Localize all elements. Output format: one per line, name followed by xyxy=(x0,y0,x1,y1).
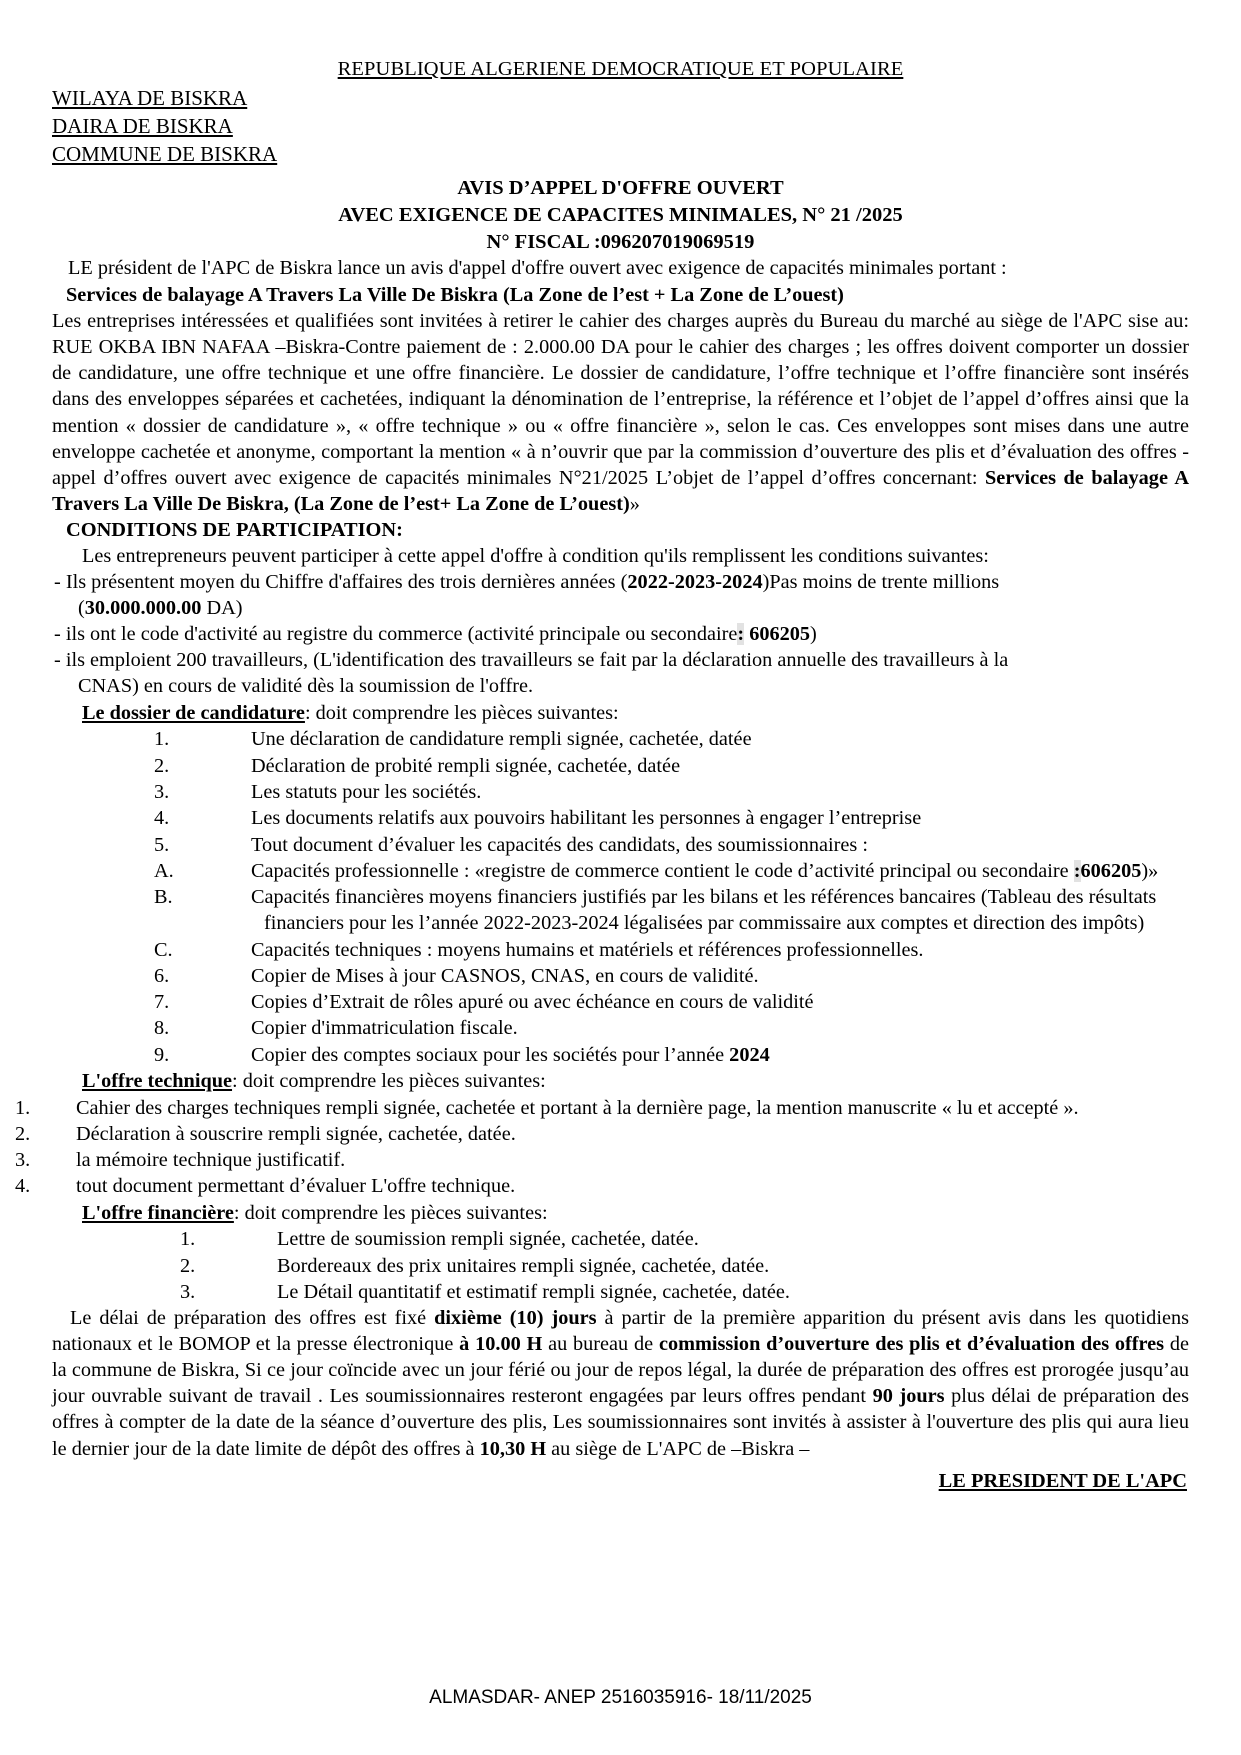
condition-item-turnover: - Ils présentent moyen du Chiffre d'affaires des trois dernières années (2022-2023-2024)Pas moins de trente millions xyxy=(54,570,1000,593)
candidature-after-label: : doit comprendre les pièces suivantes: xyxy=(304,701,619,724)
conditions-lead: Les entrepreneurs peuvent participer à cette appel d'offre à condition qu'ils remplissent les conditions suivantes: xyxy=(82,545,989,568)
intro-paragraph-object: Services de balayage A Travers La Ville De Biskra, (La Zone de l’est+ La Zone de L’ouest) xyxy=(52,466,1189,515)
technique-label: L'offre technique xyxy=(82,1070,233,1093)
condition-item-activity-code: - ils ont le code d'activité au registre du commerce (activité principale ou secondaire: 606205) xyxy=(54,622,817,645)
list-item: 1. Cahier des charges techniques rempli signée, cachetée et portant à la dernière page, la mention manuscrite « lu et accepté ». xyxy=(15,1096,1079,1119)
list-item: 4. Les documents relatifs aux pouvoirs habilitant les personnes à engager l’entreprise xyxy=(154,807,922,830)
administrative-header xyxy=(52,85,1189,169)
activity-code-colon-highlight: : xyxy=(737,622,745,645)
closing-paragraph: Le délai de préparation des offres est fixé dixième (10) jours à partir de la première apparition du présent avis dans les quotidiens nationaux et le BOMOP et la presse électronique à 10.00 H au bureau de commission d’ouverture des plis et d’évaluation des offres de la commune de Biskra, Si ce jour coïncide avec un jour férié ou jour de repos légal, la durée de préparation des offres est prorogée jusqu’au jour ouvrable suivant de travail . Les soumissionnaires resteront engagées par leurs offres pendant 90 jours plus délai de préparation des offres à compter de la date de la séance d’ouverture des plis, Les soumissionnaires sont invités à assister à l'ouverture des plis qui aura lieu le dernier jour de la date limite de dépôt des offres à 10,30 H au siège de L'APC de –Biskra – xyxy=(52,1307,1189,1460)
opening-time: à 10.00 H xyxy=(459,1333,543,1356)
commission-name: commission d’ouverture des plis et d’évaluation des offres xyxy=(658,1333,1165,1356)
intro-paragraph-text: Les entreprises intéressées et qualifiées sont invitées à retirer le cahier des charges auprès du Bureau du marché au siège de l'APC sise au: RUE OKBA IBN NAFAA –Biskra-Contre paiement de : 2.000.00 DA pour le cahier des charges ; les offres doivent comporter un dossier de candidature, une offre technique et une offre financière. Le dossier de candidature, l’offre technique et l’offre financière sont insérés dans des enveloppes séparées et cachetées, indiquant la dénomination de l’entreprise, la référence et l’objet de l’appel d’offres ainsi que la mention « dossier de candidature », « offre technique » ou « offre financière », selon le cas. Ces enveloppes sont mises dans une autre enveloppe cachetée et anonyme, comportant la mention « à n’ouvrir que par la commission d’ouverture des plis et d’évaluation des offres - appel d’offres ouvert avec exigence de capacités minimales N°21/2025 L’objet de l’appel d’offres concernant: xyxy=(52,310,1189,489)
list-item: 2. Déclaration de probité rempli signée, cachetée, datée xyxy=(154,754,681,777)
candidature-list xyxy=(52,726,1189,1068)
list-item-capacite-financiere: B. Capacités financières moyens financiers justifiés par les bilans et les références bancaires (Tableau des résultats financiers pour les l’année 2022-2023-2024 légalisées par commissaire aux comptes et direction des impôts) xyxy=(154,886,1157,935)
financiere-after-label: : doit comprendre les pièces suivantes: xyxy=(233,1201,548,1224)
technique-after-label: : doit comprendre les pièces suivantes: xyxy=(232,1070,546,1093)
list-item: 1. Une déclaration de candidature rempli signée, cachetée, datée xyxy=(154,728,752,751)
footer-anep-reference: ALMASDAR- ANEP 2516035916- 18/11/2025 xyxy=(429,1687,812,1708)
financiere-section-heading xyxy=(52,1200,1189,1227)
fiscal-number-line: N° FISCAL :096207019069519 xyxy=(486,230,755,253)
capacite-colon-highlight: : xyxy=(1073,859,1081,882)
activity-code: 606205 xyxy=(744,622,811,645)
commune-line: COMMUNE DE BISKRA xyxy=(52,141,278,166)
conditions-heading: CONDITIONS DE PARTICIPATION: xyxy=(66,518,403,541)
comptes-sociaux-year: 2024 xyxy=(729,1043,770,1066)
financiere-label: L'offre financière xyxy=(82,1201,234,1224)
national-header-text: REPUBLIQUE ALGERIENE DEMOCRATIQUE ET POPULAIRE xyxy=(337,58,904,80)
list-item-capacite-technique: C. Capacités techniques : moyens humains et matériels et références professionnelles. xyxy=(154,938,924,961)
condition-item-workers-line2: CNAS) en cours de validité dès la soumission de l'offre. xyxy=(78,674,534,697)
list-item-comptes-sociaux: 9. Copier des comptes sociaux pour les sociétés pour l’année 2024 xyxy=(154,1043,770,1066)
list-item: 5. Tout document d’évaluer les capacités des candidats, des soumissionnaires : xyxy=(154,833,868,856)
list-item-capacite-professionnelle: A. Capacités professionnelle : «registre de commerce contient le code d’activité principal ou secondaire :606205)» xyxy=(154,859,1159,882)
notice-title-line2: AVEC EXIGENCE DE CAPACITES MINIMALES, N° 21 /2025 xyxy=(338,203,903,226)
list-item: 2. Déclaration à souscrire rempli signée, cachetée, datée. xyxy=(15,1123,516,1145)
technique-section-heading xyxy=(52,1068,1189,1095)
notice-title-block xyxy=(52,175,1189,256)
notice-title-line1: AVIS D’APPEL D'OFFRE OUVERT xyxy=(457,176,784,199)
list-item: 3. Le Détail quantitatif et estimatif rempli signée, cachetée, datée. xyxy=(180,1280,790,1303)
daira-line: DAIRA DE BISKRA xyxy=(52,113,233,138)
candidature-section-heading xyxy=(52,700,1189,727)
financiere-list xyxy=(52,1226,1189,1305)
list-item: 7. Copies d’Extrait de rôles apuré ou avec échéance en cours de validité xyxy=(154,991,814,1014)
list-item: 3. Les statuts pour les sociétés. xyxy=(154,780,482,803)
capacite-activity-code: 606205 xyxy=(1080,859,1142,882)
candidature-label: Le dossier de candidature xyxy=(82,701,305,724)
condition-item-turnover-amount: (30.000.000.00 DA) xyxy=(78,596,243,619)
list-item: 1. Lettre de soumission rempli signée, cachetée, datée. xyxy=(180,1228,699,1251)
list-item: 2. Bordereaux des prix unitaires rempli signée, cachetée, datée. xyxy=(180,1254,770,1277)
tender-object-title: Services de balayage A Travers La Ville De Biskra (La Zone de l’est + La Zone de L’ouest) xyxy=(66,283,844,306)
intro-main-paragraph xyxy=(52,308,1189,517)
plis-time: 10,30 H xyxy=(479,1437,547,1460)
intro-lead: LE président de l'APC de Biskra lance un avis d'appel d'offre ouvert avec exigence de capacités minimales portant : xyxy=(68,256,1007,279)
technique-list xyxy=(15,1095,1189,1200)
signature-block: LE PRESIDENT DE L'APC xyxy=(938,1469,1187,1492)
list-item: 4. tout document permettant d’évaluer L'offre technique. xyxy=(15,1175,516,1198)
validity-days: 90 jours xyxy=(872,1385,945,1408)
deadline-days: dixième (10) jours xyxy=(434,1307,597,1330)
wilaya-line: WILAYA DE BISKRA xyxy=(52,86,248,110)
turnover-years: 2022-2023-2024 xyxy=(627,570,763,593)
list-item: 3. la mémoire technique justificatif. xyxy=(15,1149,346,1172)
list-item: 6. Copier de Mises à jour CASNOS, CNAS, en cours de validité. xyxy=(154,964,759,987)
turnover-amount: 30.000.000.00 xyxy=(84,596,202,619)
intro-paragraph-close: » xyxy=(629,492,640,515)
list-item: 8. Copier d'immatriculation fiscale. xyxy=(154,1017,518,1040)
national-header xyxy=(52,58,1189,81)
condition-item-workers-line1: - ils emploient 200 travailleurs, (L'identification des travailleurs se fait par la déclaration annuelle des travailleurs à la xyxy=(54,648,1009,671)
